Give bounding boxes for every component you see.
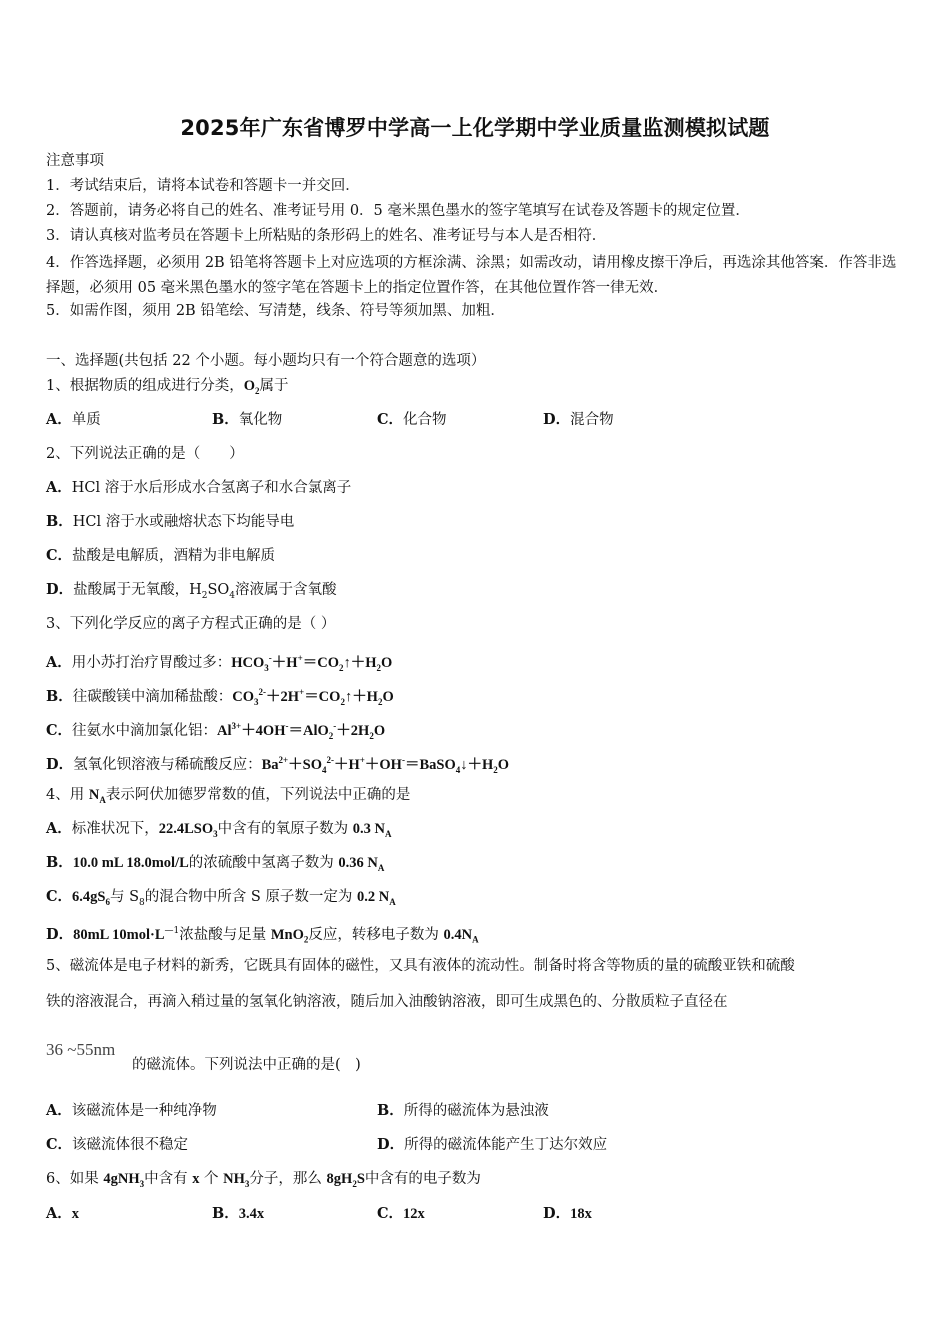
- q1-stem: [46, 376, 289, 401]
- notice-heading: 注意事项: [46, 153, 104, 169]
- q5-option-c: C．该磁流体很不稳定: [46, 1136, 189, 1153]
- q2-stem: 2、下列说法正确的是（ ）: [46, 446, 244, 462]
- notice-item-2: 2．答题前，请务必将自己的姓名、准考证号用 0．5 毫米黑色墨水的签字笔填写在试卷及答题卡的规定位置．: [46, 203, 750, 219]
- q3-option-c: C．往氨水中滴加氯化铝：$Al^{3+}+4OH^-=AlO_2^-+2H_2O$: [46, 721, 386, 741]
- q6-stem: 6、如果 4gNH$_3$中含有 x 个 $NH_3$分子，那么 $8gH_2S$中含有的电子数为: [46, 1171, 481, 1189]
- notice-item-1: 1．考试结束后，请将本试卷和答题卡一并交回．: [46, 178, 360, 194]
- q1-option-c: C．化合物: [377, 411, 447, 428]
- q2-option-b: B．HCl 溶于水或融熔状态下均能导电: [46, 513, 295, 530]
- q5-option-d: D．所得的磁流体能产生丁达尔效应: [377, 1136, 608, 1153]
- q3-option-d: D．氢氧化钡溶液与稀硫酸反应：$Ba^{2+}+SO_4^{2-}+H^++OH^-=BaSO_4↓+H_2O$: [46, 755, 510, 775]
- page-title: 2025年广东省博罗中学高一上化学期中学业质量监测模拟试题: [180, 116, 770, 140]
- q3-option-a: A．用小苏打治疗胃酸过多：$HCO_3^-+H^+=CO_2↑+H_2O$: [46, 653, 393, 673]
- q3-stem: 3、下列化学反应的离子方程式正确的是（ ）: [46, 616, 336, 632]
- q4-option-b: B．10.0 mL 18.0mol/L的浓硫酸中氢离子数为 0.36 $N_A$: [46, 854, 385, 873]
- q5-size-range: 36 ~55nm: [46, 1040, 116, 1059]
- q5-stem-line-2: 铁的溶液混合，再滴入稍过量的氢氧化钠溶液，随后加入油酸钠溶液，即可生成黑色的、分散质粒子直径在: [46, 994, 728, 1010]
- q1-stem-text: 1、根据物质的组成进行分类，: [46, 378, 244, 394]
- q1-formula: $O_2$: [243, 378, 260, 396]
- q5-stem-line-3: 的磁流体。下列说法中正确的是( ): [132, 1057, 361, 1073]
- notice-item-3: 3．请认真核对监考员在答题卡上所粘贴的条形码上的姓名、准考证号与本人是否相符．: [46, 228, 607, 244]
- q6-option-b: B．3.4x: [212, 1205, 265, 1222]
- section-heading: 一、选择题(共包括 22 个小题。每小题均只有一个符合题意的选项）: [46, 353, 486, 369]
- q5-stem-line-1: 5、磁流体是电子材料的新秀，它既具有固体的磁性，又具有液体的流动性。制备时将含等物质的量的硫酸亚铁和硫酸: [46, 958, 795, 974]
- q4-stem: 4、用 $N_A$表示阿伏加德罗常数的值，下列说法中正确的是: [46, 787, 411, 805]
- q2-option-d: D．盐酸属于无氧酸，$H_2SO_4$溶液属于含氧酸: [46, 581, 337, 601]
- q1-option-b: B．氧化物: [212, 411, 283, 428]
- q2-option-c: C．盐酸是电解质，酒精为非电解质: [46, 547, 276, 564]
- q6-option-c: C．12x: [377, 1205, 425, 1222]
- notice-item-4: 4．作答选择题，必须用 2B 铅笔将答题卡上对应选项的方框涂满、涂黑；如需改动，请用橡皮擦干净后，再选涂其他答案．作答非选择题，必须用 05 毫米黑色墨水的签字笔在答题卡上的指定位置作答，在其他位置作答一律无效．: [46, 255, 897, 296]
- q2-option-a: A．HCl 溶于水后形成水合氢离子和水合氯离子: [46, 479, 352, 496]
- q3-option-b: B．往碳酸镁中滴加稀盐酸：$CO_3^{2-}+2H^+=CO_2↑+H_2O$: [46, 687, 394, 707]
- q1-stem-tail: 属于: [259, 378, 289, 394]
- q1-option-d: D．混合物: [543, 411, 614, 428]
- q1-option-a: A．单质: [46, 411, 101, 428]
- q5-option-b: B．所得的磁流体为悬浊液: [377, 1102, 549, 1119]
- q5-option-a: A．该磁流体是一种纯净物: [46, 1102, 217, 1119]
- q4-option-d: D．80mL $10mol\cdot L^{—1}$浓盐酸与足量 MnO$_2$反应，转移电子数为 $0.4N_A$: [46, 925, 479, 945]
- q4-option-c: C．$6.4gS_6$与 $S_8$的混合物中所含 S 原子数一定为 0.2 $N_A$: [46, 888, 396, 908]
- q6-option-a: A．x: [46, 1205, 80, 1222]
- q4-option-a: A．标准状况下，$22.4LSO_3$中含有的氧原子数为 0.3 $N_A$: [46, 820, 392, 839]
- notice-item-5: 5．如需作图，须用 2B 铅笔绘、写清楚，线条、符号等须加黑、加粗．: [46, 303, 505, 319]
- q6-option-d: D．18x: [543, 1205, 592, 1222]
